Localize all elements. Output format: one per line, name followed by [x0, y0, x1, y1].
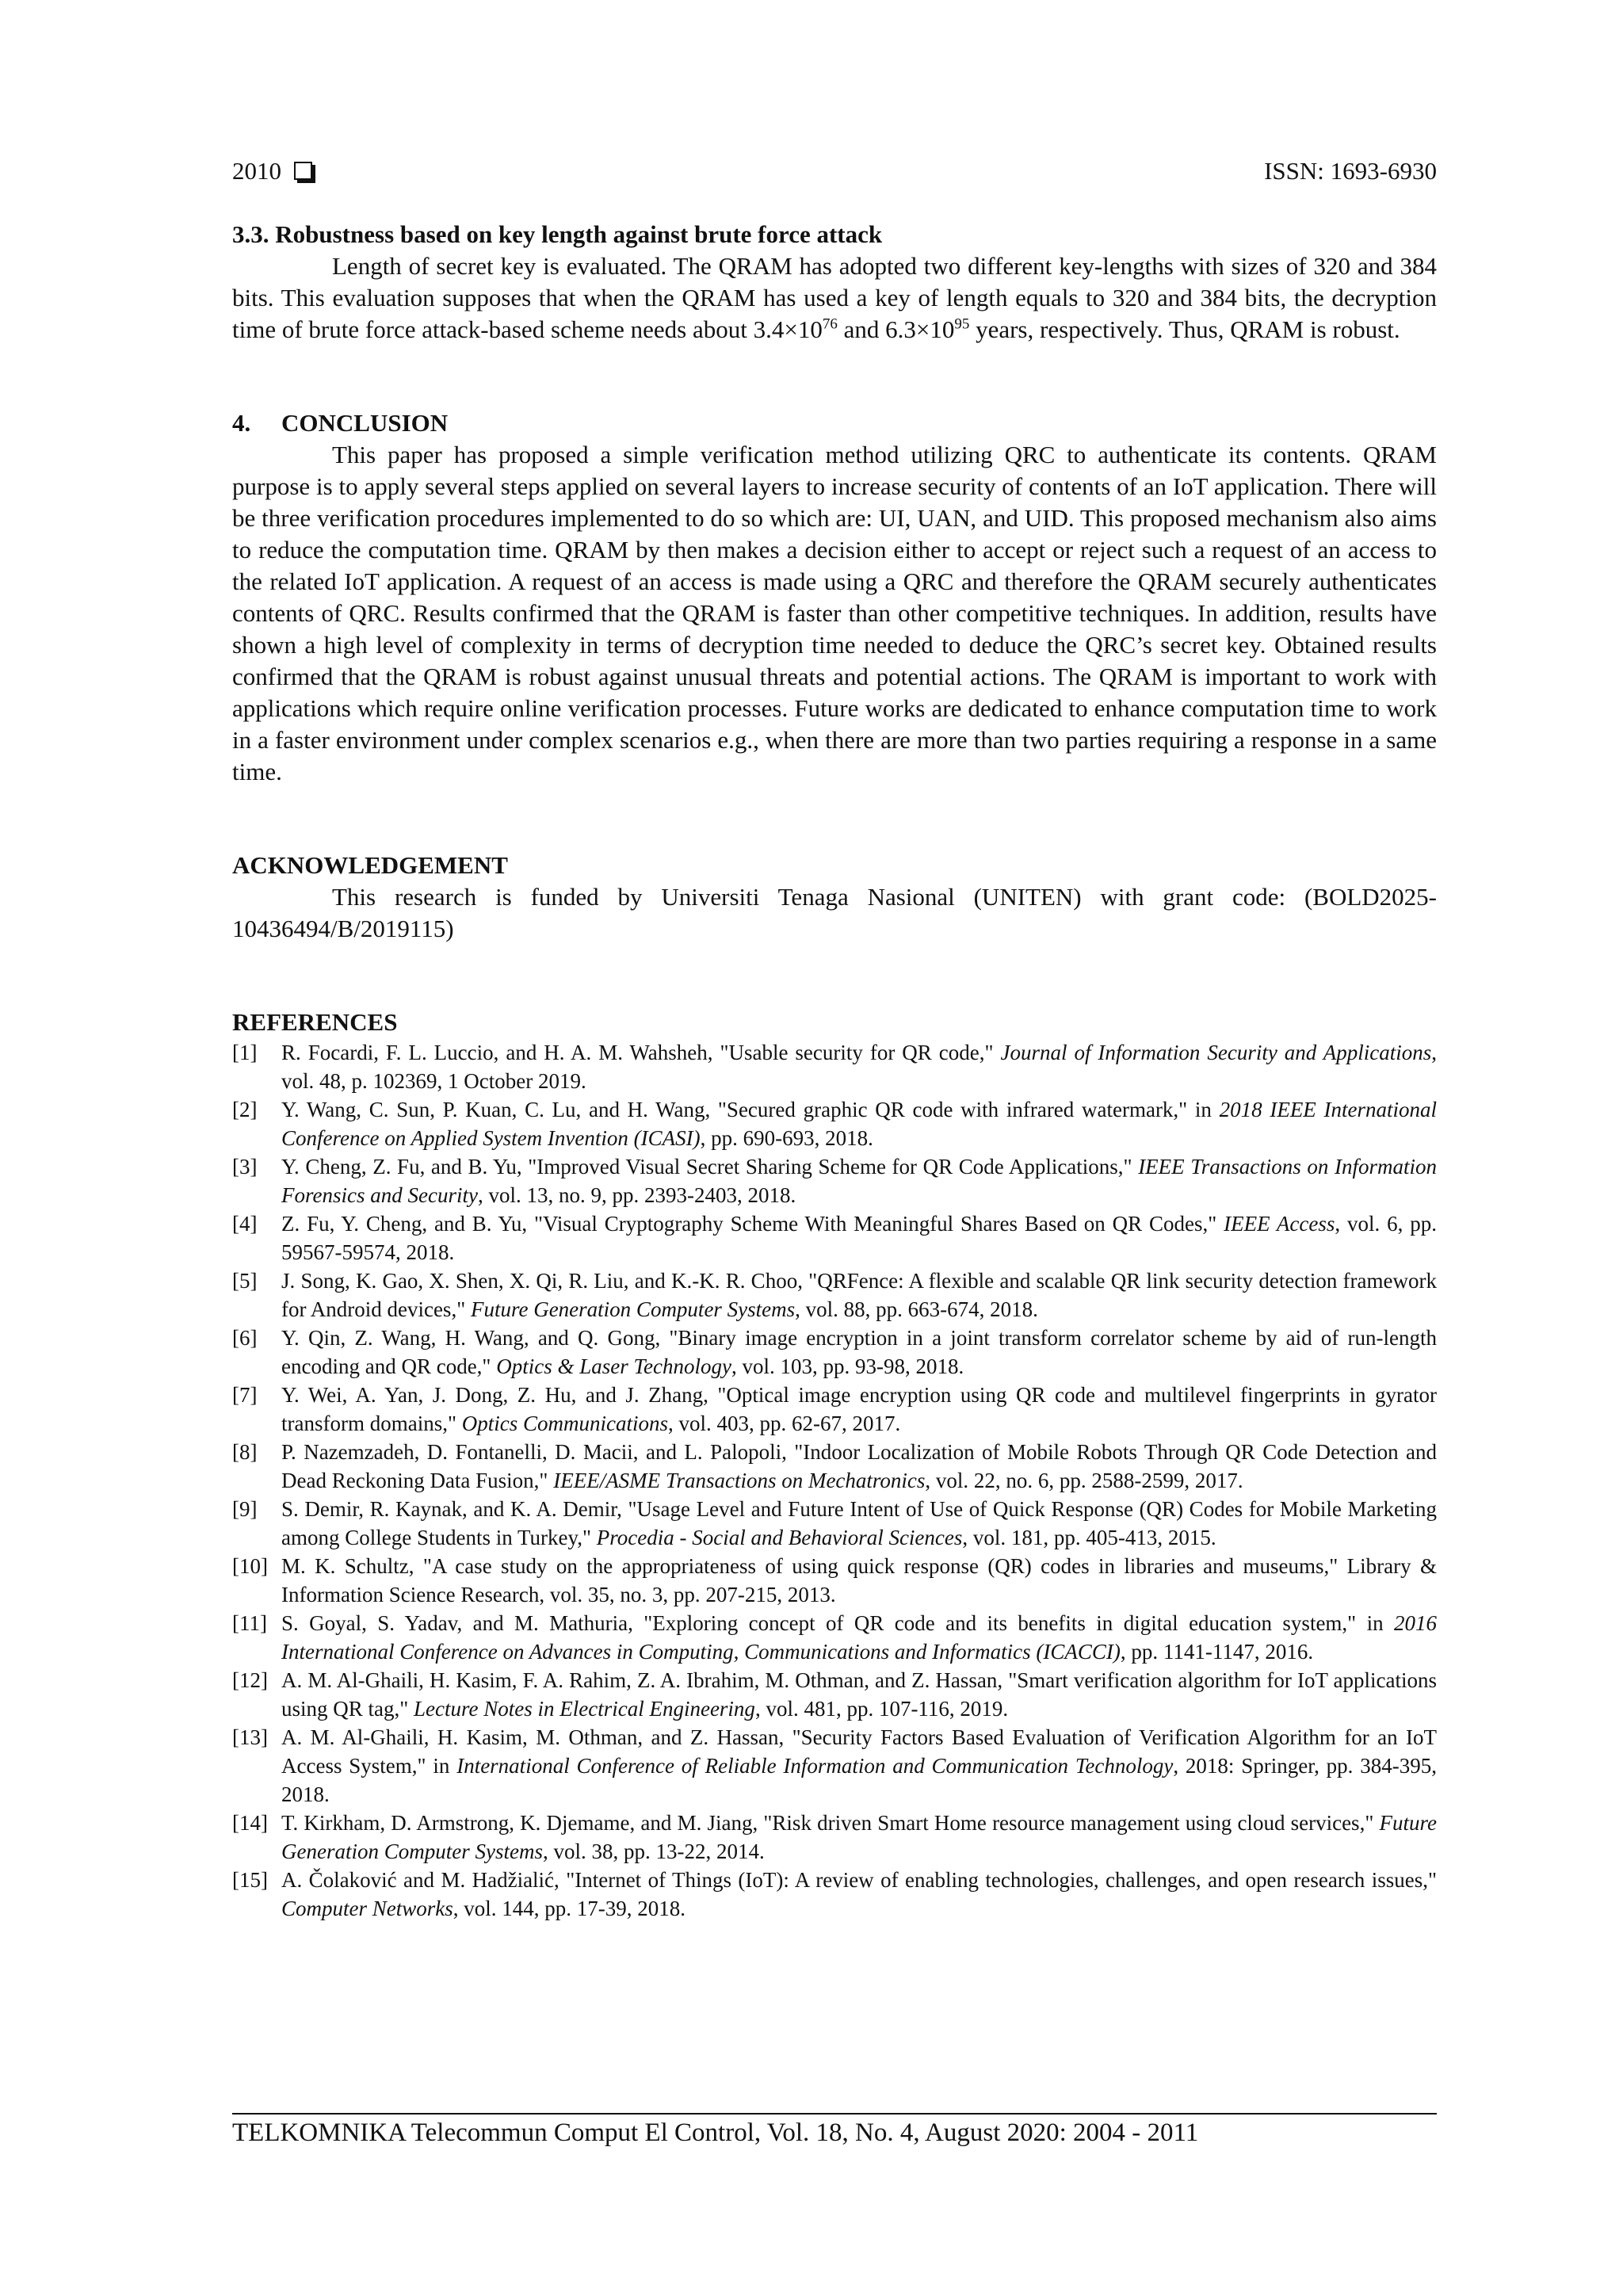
reference-text: M. K. Schultz, "A case study on the appropriateness of using quick response (QR) codes in libraries and museums," Library & Information Science Research, vol. 35, no. 3, pp. 207-215, 2013.: [281, 1554, 1437, 1606]
reference-text: A. Čolaković and M. Hadžialić, "Internet of Things (IoT): A review of enabling technologies, challenges, and open research issues,": [281, 1868, 1437, 1892]
reference-details: , vol. 38, pp. 13-22, 2014.: [542, 1839, 765, 1863]
reference-venue: Future Generation Computer Systems: [470, 1297, 796, 1321]
reference-text: Y. Cheng, Z. Fu, and B. Yu, "Improved Visual Secret Sharing Scheme for QR Code Applications,": [281, 1155, 1139, 1179]
reference-list: [232, 1038, 1437, 1923]
acknowledgement-title: ACKNOWLEDGEMENT: [232, 851, 508, 879]
reference-details: , vol. 6, pp. 59567-59574, 2018.: [281, 1212, 1437, 1264]
reference-number: [9]: [232, 1497, 258, 1521]
references-title: REFERENCES: [232, 1008, 398, 1036]
reference-details: , pp. 690-693, 2018.: [700, 1126, 873, 1150]
reference-text: S. Demir, R. Kaynak, and K. A. Demir, "Usage Level and Future Intent of Use of Quick Response (QR) Codes for Mobile Marketing among College Students in Turkey,": [281, 1497, 1437, 1549]
reference-number: [2]: [232, 1098, 258, 1121]
reference-item: [232, 1095, 1437, 1152]
section-3-3-paragraph: [232, 250, 1437, 346]
reference-item: [232, 1324, 1437, 1381]
reference-venue: Computer Networks: [281, 1897, 453, 1920]
page-number: 2010: [232, 157, 281, 185]
reference-number: [11]: [232, 1611, 267, 1635]
acknowledgement-paragraph: This research is funded by Universiti Tenaga Nasional (UNITEN) with grant code: (BOLD2025-10436494/B/2019115): [232, 883, 1437, 942]
reference-text: J. Song, K. Gao, X. Shen, X. Qi, R. Liu, and K.-K. R. Choo, "QRFence: A flexible and scalable QR link security detection framework for Android devices,": [281, 1269, 1437, 1321]
reference-item: [232, 1609, 1437, 1666]
reference-details: , vol. 403, pp. 62-67, 2017.: [667, 1412, 901, 1435]
reference-number: [1]: [232, 1041, 258, 1064]
reference-item: [232, 1495, 1437, 1552]
reference-number: [12]: [232, 1668, 268, 1692]
reference-item: [232, 1152, 1437, 1209]
reference-details: , vol. 48, p. 102369, 1 October 2019.: [281, 1041, 1438, 1093]
reference-details: , vol. 103, pp. 93-98, 2018.: [731, 1354, 964, 1378]
reference-number: [6]: [232, 1326, 258, 1350]
reference-details: , vol. 144, pp. 17-39, 2018.: [453, 1897, 686, 1920]
reference-text: Y. Wei, A. Yan, J. Dong, Z. Hu, and J. Zhang, "Optical image encryption using QR code and multilevel fingerprints in gyrator transform domains,": [281, 1383, 1437, 1435]
section-3-3-title: 3.3. Robustness based on key length against brute force attack: [232, 220, 883, 248]
reference-venue: Optics Communications: [461, 1412, 668, 1435]
reference-number: [15]: [232, 1868, 268, 1892]
page-header: [232, 157, 1437, 189]
reference-number: [5]: [232, 1269, 258, 1293]
reference-number: [8]: [232, 1440, 258, 1464]
reference-venue: Procedia - Social and Behavioral Sciences: [596, 1526, 963, 1549]
reference-text: A. M. Al-Ghaili, H. Kasim, F. A. Rahim, Z. A. Ibrahim, M. Othman, and Z. Hassan, "Smart verification algorithm for IoT applications using QR tag,": [281, 1668, 1437, 1721]
reference-details: , vol. 481, pp. 107-116, 2019.: [754, 1697, 1009, 1721]
reference-venue: Lecture Notes in Electrical Engineering: [414, 1697, 755, 1721]
reference-text: Y. Qin, Z. Wang, H. Wang, and Q. Gong, "Binary image encryption in a joint transform correlator scheme by aid of run-length encoding and QR code,": [281, 1326, 1437, 1378]
reference-number: [14]: [232, 1811, 268, 1835]
reference-text: T. Kirkham, D. Armstrong, K. Djemame, and M. Jiang, "Risk driven Smart Home resource management using cloud services,": [281, 1811, 1380, 1835]
header-left: [232, 157, 312, 185]
page-body: [232, 219, 1437, 1923]
issn: ISSN: 1693-6930: [1264, 157, 1437, 185]
reference-item: [232, 1209, 1437, 1266]
exponent-2: 95: [954, 315, 970, 333]
reference-number: [7]: [232, 1383, 258, 1407]
reference-text: Z. Fu, Y. Cheng, and B. Yu, "Visual Cryptography Scheme With Meaningful Shares Based on QR Codes,": [281, 1212, 1224, 1236]
footer-divider: [232, 2113, 1437, 2115]
exponent-1: 76: [822, 315, 838, 333]
reference-venue: IEEE Transactions on Information Forensics and Security: [281, 1155, 1437, 1207]
section-3-3-text-b: and 6.3×10: [837, 315, 955, 343]
reference-details: , pp. 1141-1147, 2016.: [1120, 1640, 1314, 1664]
reference-item: [232, 1809, 1437, 1866]
reference-item: [232, 1381, 1437, 1438]
reference-item: [232, 1866, 1437, 1923]
reference-number: [3]: [232, 1155, 258, 1179]
reference-number: [13]: [232, 1725, 268, 1749]
reference-venue: Future Generation Computer Systems: [281, 1811, 1437, 1863]
reference-item: [232, 1266, 1437, 1324]
reference-venue: Journal of Information Security and Applications: [1000, 1041, 1432, 1064]
reference-details: , vol. 181, pp. 405-413, 2015.: [962, 1526, 1216, 1549]
reference-venue: IEEE Access: [1224, 1212, 1335, 1236]
reference-item: [232, 1666, 1437, 1723]
section-3-3-text-a: Length of secret key is evaluated. The QRAM has adopted two different key-lengths with sizes of 320 and 384 bits. This evaluation supposes that when the QRAM has used a key of length equals to 320 and 384 bits, the decryption time of brute force attack-based scheme needs about 3.4×10: [232, 252, 1437, 343]
reference-text: P. Nazemzadeh, D. Fontanelli, D. Macii, and L. Palopoli, "Indoor Localization of Mobile Robots Through QR Code Detection and Dead Reckoning Data Fusion,": [281, 1440, 1437, 1492]
section-3-3-text-c: years, respectively. Thus, QRAM is robust.: [969, 315, 1400, 343]
reference-venue: 2018 IEEE International Conference on Applied System Invention (ICASI): [281, 1098, 1437, 1150]
reference-number: [4]: [232, 1212, 258, 1236]
reference-text: R. Focardi, F. L. Luccio, and H. A. M. Wahsheh, "Usable security for QR code,": [281, 1041, 1001, 1064]
reference-venue: Optics & Laser Technology: [496, 1354, 731, 1378]
conclusion-paragraph: This paper has proposed a simple verification method utilizing QRC to authenticate its contents. QRAM purpose is to apply several steps applied on several layers to increase security of contents of an IoT application. There will be three verification procedures implemented to do so which are: UI, UAN, and UID. This proposed mechanism also aims to reduce the computation time. QRAM by then makes a decision either to accept or reject such a request of an access to the related IoT application. A request of an access is made using a QRC and therefore the QRAM securely authenticates contents of QRC. Results confirmed that the QRAM is faster than other competitive techniques. In addition, results have shown a high level of complexity in terms of decryption time needed to deduce the QRC’s secret key. Obtained results confirmed that the QRAM is robust against unusual threats and potential actions. The QRAM is important to work with applications which require online verification processes. Future works are dedicated to enhance computation time to work in a faster environment under complex scenarios e.g., when there are more than two parties requiring a response in a same time.: [232, 441, 1437, 785]
reference-item: [232, 1723, 1437, 1809]
reference-item: [232, 1552, 1437, 1609]
conclusion-title: 4. CONCLUSION: [232, 409, 449, 437]
reference-item: [232, 1438, 1437, 1495]
page-footer: TELKOMNIKA Telecommun Comput El Control, Vol. 18, No. 4, August 2020: 2004 - 2011: [232, 2118, 1199, 2147]
reference-text: S. Goyal, S. Yadav, and M. Mathuria, "Exploring concept of QR code and its benefits in digital education system," in: [281, 1611, 1394, 1635]
reference-venue: International Conference of Reliable Information and Communication Technology: [456, 1754, 1174, 1778]
reference-details: , vol. 22, no. 6, pp. 2588-2599, 2017.: [925, 1469, 1243, 1492]
reference-text: Y. Wang, C. Sun, P. Kuan, C. Lu, and H. Wang, "Secured graphic QR code with infrared watermark," in: [281, 1098, 1220, 1121]
reference-details: , vol. 13, no. 9, pp. 2393-2403, 2018.: [477, 1183, 796, 1207]
square-box-icon: [294, 162, 312, 180]
reference-item: [232, 1038, 1437, 1095]
reference-details: , 2018: Springer, pp. 384-395, 2018.: [281, 1754, 1437, 1806]
reference-text: A. M. Al-Ghaili, H. Kasim, M. Othman, and Z. Hassan, "Security Factors Based Evaluation of Verification Algorithm for an IoT Access System," in: [281, 1725, 1437, 1778]
reference-venue: 2016 International Conference on Advances in Computing, Communications and Informatics (ICACCI): [281, 1611, 1437, 1664]
reference-venue: IEEE/ASME Transactions on Mechatronics: [553, 1469, 926, 1492]
reference-number: [10]: [232, 1554, 268, 1578]
reference-details: , vol. 88, pp. 663-674, 2018.: [795, 1297, 1038, 1321]
